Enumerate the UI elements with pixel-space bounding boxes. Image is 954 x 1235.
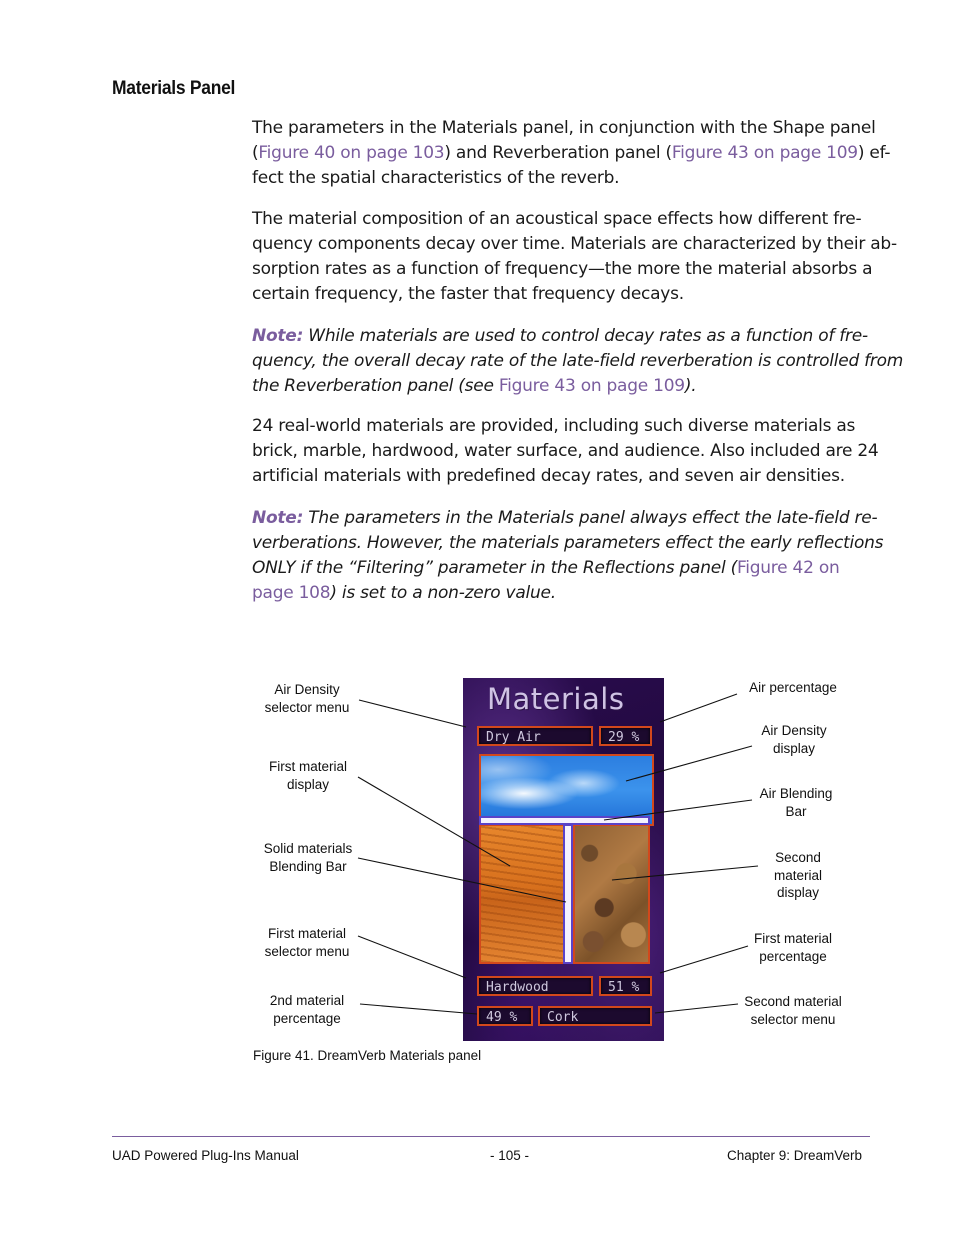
callout-line: Bar bbox=[785, 803, 807, 819]
figure-43-link[interactable]: Figure 43 on page 109 bbox=[671, 143, 858, 163]
callout-line: Second material bbox=[744, 994, 842, 1009]
callout-line: selector menu bbox=[264, 943, 350, 959]
callout-line: Air Density bbox=[274, 682, 340, 697]
figure-caption: Figure 41. DreamVerb Materials panel bbox=[253, 1048, 482, 1063]
callout-line: material bbox=[773, 867, 822, 883]
text-line: The material composition of an acoustical space effects how different fre- bbox=[252, 209, 862, 229]
callout-line: Second bbox=[775, 850, 821, 865]
footer-manual-title: UAD Powered Plug-Ins Manual bbox=[112, 1148, 299, 1163]
note-filtering bbox=[252, 506, 884, 606]
paragraph-materials-count bbox=[252, 414, 879, 489]
callout-line: First material bbox=[267, 926, 346, 941]
callout-line: Blending Bar bbox=[269, 858, 347, 874]
section-heading: Materials Panel bbox=[112, 78, 236, 99]
callout-line: selector menu bbox=[750, 1011, 836, 1027]
callout-line: Solid materials bbox=[263, 841, 353, 856]
text-run: ) and Reverberation panel ( bbox=[444, 143, 672, 163]
first-material-selector: Hardwood bbox=[477, 976, 593, 996]
callout-line: percentage bbox=[759, 948, 827, 964]
leader-second-material-selector bbox=[655, 1004, 738, 1013]
text-line: artificial materials with predefined decay rates, and seven air densities. bbox=[252, 466, 845, 486]
note-decay bbox=[252, 324, 904, 399]
figure-40-link[interactable]: Figure 40 on page 103 bbox=[258, 143, 445, 163]
callout-line: selector menu bbox=[264, 699, 350, 715]
footer-page-number: - 105 - bbox=[490, 1148, 530, 1163]
text-line: fect the spatial characteristics of the reverb. bbox=[252, 168, 620, 188]
callout-line: Air Density bbox=[761, 723, 827, 738]
callout-second-material-display bbox=[744, 849, 852, 902]
figure-42-link[interactable]: Figure 42 on bbox=[736, 558, 840, 578]
paragraph-composition bbox=[252, 207, 897, 307]
callout-2nd-material-percentage bbox=[252, 992, 362, 1027]
solid-materials-blending-bar bbox=[563, 824, 573, 964]
callout-line: display bbox=[286, 776, 330, 792]
air-percentage-field: 29 % bbox=[599, 726, 652, 746]
footer-chapter: Chapter 9: DreamVerb bbox=[727, 1148, 863, 1163]
callout-air-percentage bbox=[738, 679, 848, 697]
text-line: 24 real-world materials are provided, including such diverse materials as bbox=[252, 416, 856, 436]
callout-first-material-display bbox=[252, 758, 364, 793]
callout-line: display bbox=[776, 885, 820, 900]
note-label: Note: bbox=[252, 508, 304, 528]
callout-air-blending-bar bbox=[742, 785, 850, 820]
first-material-display bbox=[479, 824, 565, 964]
callout-first-material-selector bbox=[252, 925, 362, 960]
panel-title: Materials bbox=[487, 682, 625, 716]
text-run: ( bbox=[252, 143, 259, 163]
callout-air-density-selector bbox=[252, 681, 362, 716]
text-run: ). bbox=[684, 376, 697, 396]
figure-43-link[interactable]: Figure 43 on page 109 bbox=[498, 376, 685, 396]
text-line: sorption rates as a function of frequency—the more the material absorbs a bbox=[252, 259, 873, 279]
text-run: While materials are used to control decay rates as a function of fre- bbox=[303, 326, 868, 346]
second-material-display bbox=[573, 824, 650, 964]
text-line: brick, marble, hardwood, water surface, and audience. Also included are 24 bbox=[252, 441, 879, 461]
callout-line: 2nd material bbox=[269, 993, 345, 1008]
note-label: Note: bbox=[252, 326, 304, 346]
leader-2nd-material-percentage bbox=[360, 1004, 477, 1014]
callout-line: Air percentage bbox=[749, 680, 837, 695]
callout-line: Air Blending bbox=[759, 786, 833, 801]
text-line: verberations. However, the materials parameters effect the early reflections bbox=[252, 533, 884, 553]
first-material-percentage-field: 51 % bbox=[599, 976, 652, 996]
leader-first-material-selector bbox=[358, 936, 466, 978]
callout-first-material-percentage bbox=[738, 930, 848, 965]
leader-first-material-percentage bbox=[660, 946, 748, 973]
footer-rule bbox=[112, 1136, 870, 1137]
callout-air-density-display bbox=[740, 722, 848, 757]
materials-panel-image bbox=[463, 678, 664, 1041]
text-run: ) ef- bbox=[857, 143, 891, 163]
text-line: The parameters in the Materials panel, in conjunction with the Shape panel bbox=[252, 118, 876, 138]
callout-line: First material bbox=[753, 931, 832, 946]
text-line: certain frequency, the faster that frequency decays. bbox=[252, 284, 684, 304]
text-line: quency, the overall decay rate of the late-field reverberation is controlled from bbox=[252, 351, 904, 371]
leader-air-percentage bbox=[660, 694, 737, 722]
second-material-percentage-field: 49 % bbox=[477, 1006, 533, 1026]
text-run: ONLY if the “Filtering” parameter in the Reflections panel ( bbox=[252, 558, 737, 578]
callout-line: First material bbox=[268, 759, 347, 774]
air-density-selector: Dry Air bbox=[477, 726, 593, 746]
second-material-selector: Cork bbox=[538, 1006, 652, 1026]
text-run: the Reverberation panel (see bbox=[252, 376, 499, 396]
leader-air-density-selector bbox=[359, 700, 466, 727]
callout-second-material-selector bbox=[732, 993, 854, 1028]
text-run: ) is set to a non-zero value. bbox=[330, 583, 556, 603]
text-run: The parameters in the Materials panel always effect the late-field re- bbox=[303, 508, 878, 528]
callout-line: percentage bbox=[273, 1010, 341, 1026]
callout-solid-blending-bar bbox=[252, 840, 364, 875]
paragraph-intro bbox=[252, 116, 891, 191]
callout-line: display bbox=[772, 740, 816, 756]
text-line: quency components decay over time. Materials are characterized by their ab- bbox=[252, 234, 897, 254]
figure-42-link-cont[interactable]: page 108 bbox=[252, 583, 331, 603]
